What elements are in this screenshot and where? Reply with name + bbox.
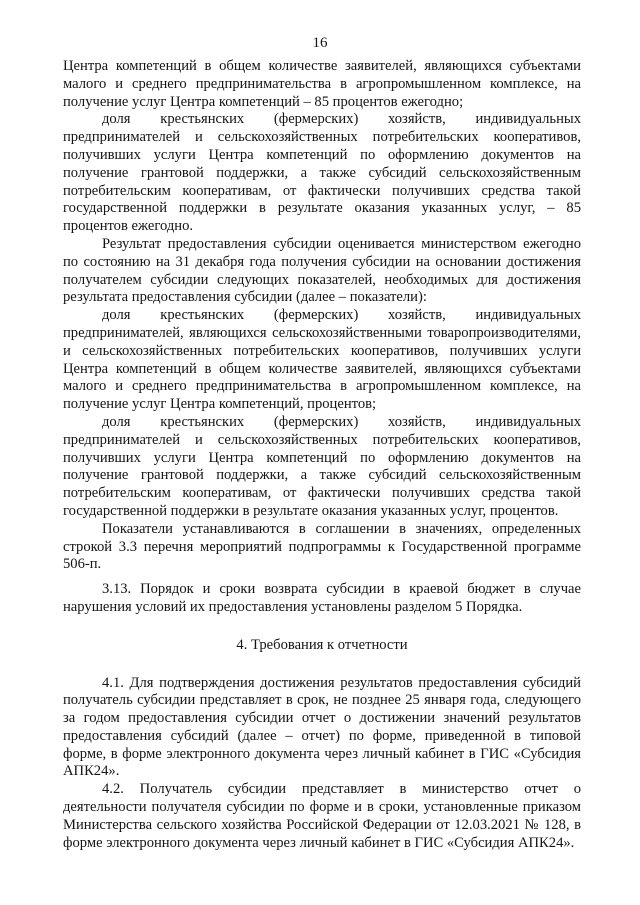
paragraph: Показатели устанавливаются в соглашении в значениях, определенных строкой 3.3 перечня мероприятий подпрограммы к Государственной программе 506-п. [63, 520, 581, 573]
paragraph: 4.1. Для подтверждения достижения результатов предоставления субсидий получатель субсидии представляет в срок, не позднее 25 января года, следующего за годом предоставления субсидии отчет о достижении значений результатов предоставления субсидий (далее – отчет) по форме, приведенной в типовой форме, в форме электронного документа через личный кабинет в ГИС «Субсидия АПК24». [63, 674, 581, 780]
section-heading: 4. Требования к отчетности [236, 636, 408, 653]
page-number: 16 [312, 35, 328, 51]
paragraph: доля крестьянских (фермерских) хозяйств, индивидуальных предпринимателей и сельскохозяйственных потребительских кооперативов, получивших услуги Центра компетенций по оформлению документов на получение грантовой поддержки, а также субсидий сельскохозяйственным потребительским кооперативам, от фактически получивших средства такой государственной поддержки в результате оказания указанных услуг, – 85 процентов ежегодно. [63, 111, 581, 235]
paragraph: Результат предоставления субсидии оценивается министерством ежегодно по состоянию на 31 декабря года получения субсидии на основании достижения получателем субсидии следующих показателей, необходимых для достижения результата предоставления субсидии (далее – показатели): [63, 235, 581, 306]
paragraph: Центра компетенций в общем количестве заявителей, являющихся субъектами малого и среднего предпринимательства в агропромышленном комплексе, на получение услуг Центра компетенций – 85 процентов ежегодно; [63, 58, 581, 110]
paragraph: доля крестьянских (фермерских) хозяйств, индивидуальных предпринимателей, являющихся сельскохозяйственными товаропроизводителями, и сельскохозяйственных потребительских кооперативов, получивших услуги Центра компетенций в общем количестве заявителей, являющихся субъектами малого и среднего предпринимательства в агропромышленном комплексе, на получение услуг Центра компетенций, процентов; [63, 307, 581, 413]
paragraph: 4.2. Получатель субсидии представляет в министерство отчет о деятельности получателя субсидии по форме и в сроки, установленные приказом Министерства сельского хозяйства Российской Федерации от 12.03.2021 № 128, в форме электронного документа через личный кабинет в ГИС «Субсидия АПК24». [63, 781, 581, 851]
paragraph: доля крестьянских (фермерских) хозяйств, индивидуальных предпринимателей и сельскохозяйственных потребительских кооперативов, получивших услуги Центра компетенций по оформлению документов на получение грантовой поддержки, а также субсидий сельскохозяйственным потребительским кооперативам, от фактически получивших средства такой государственной поддержки в результате оказания указанных услуг, процентов. [63, 413, 581, 519]
document-body [63, 58, 581, 852]
paragraph: 3.13. Порядок и сроки возврата субсидии в краевой бюджет в случае нарушения условий их предоставления установлены разделом 5 Порядка. [63, 581, 581, 615]
